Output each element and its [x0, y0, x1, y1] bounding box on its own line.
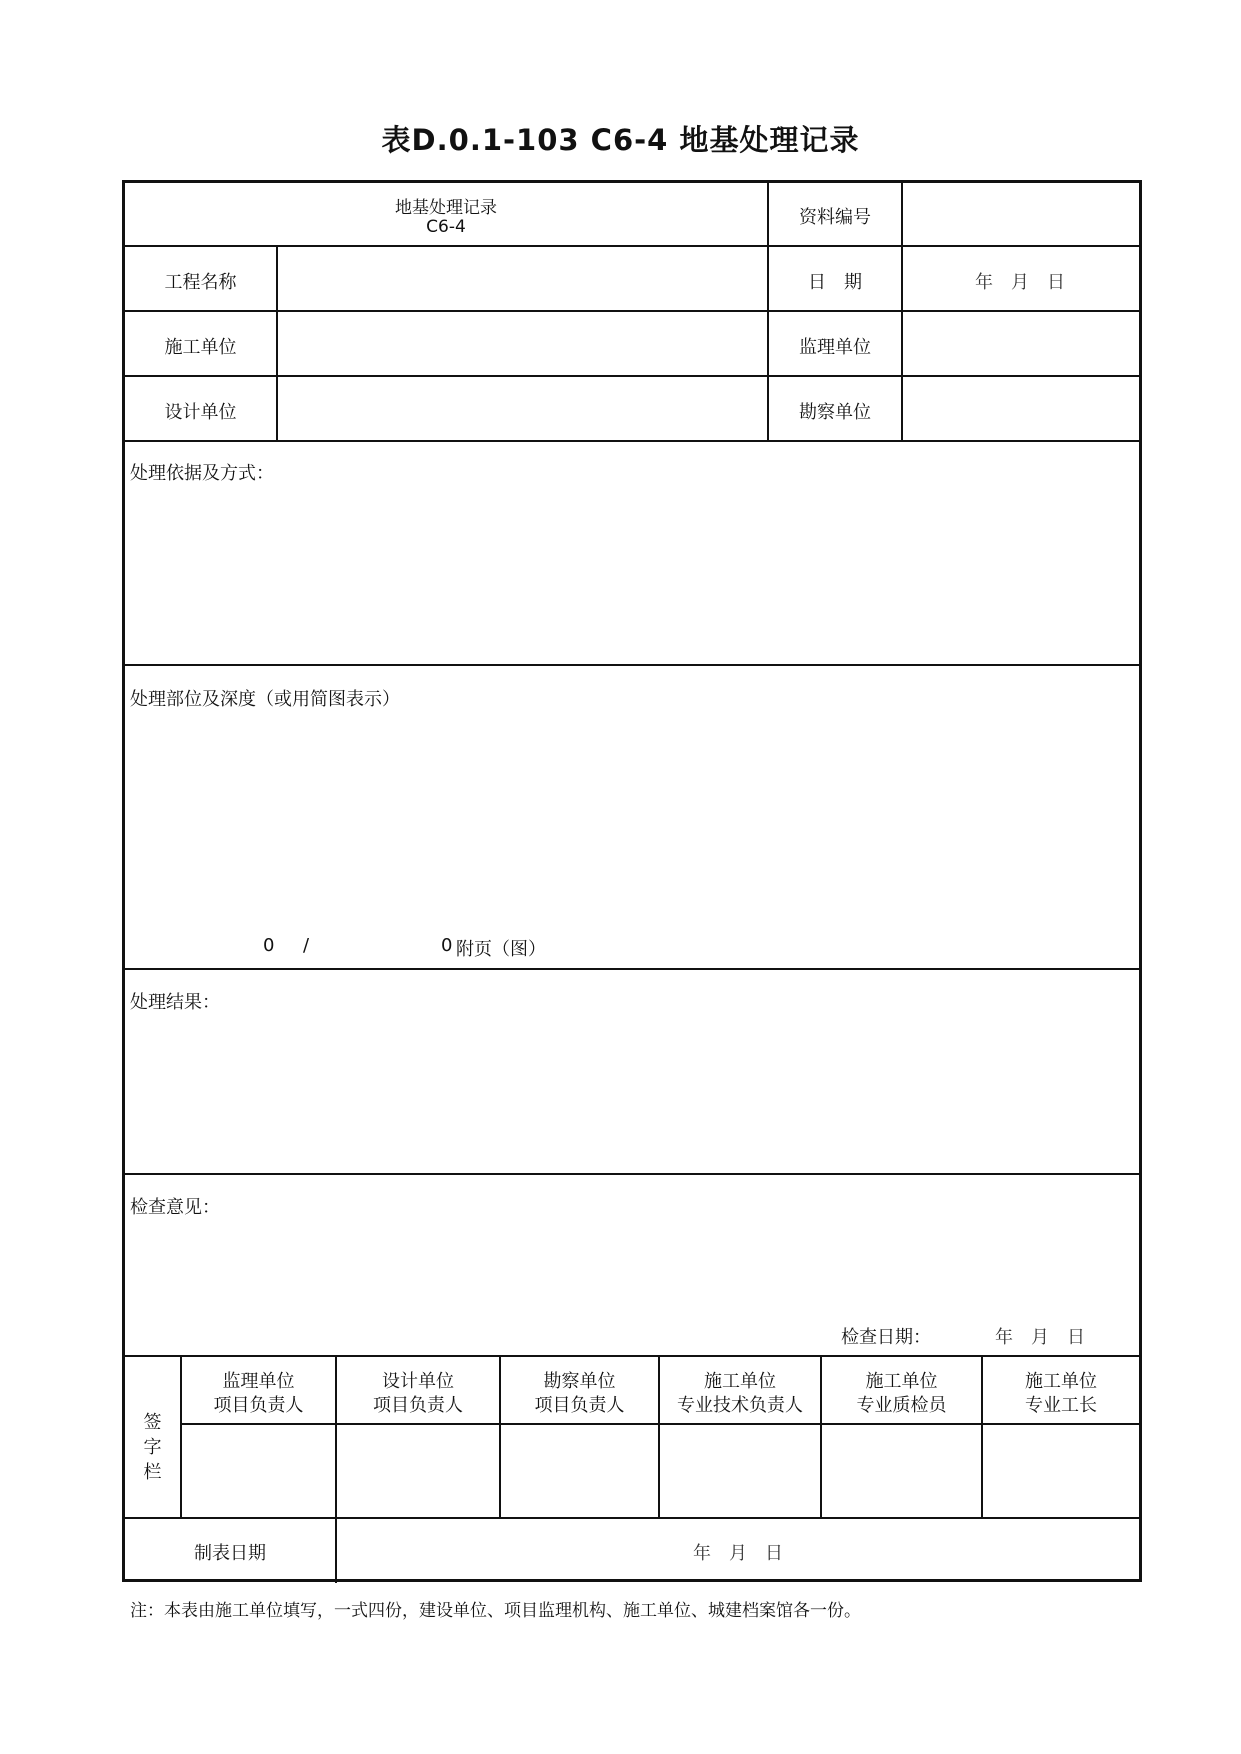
sig-supervisor-role: 项目负责人 — [213, 1395, 304, 1416]
sig-designer-org: 设计单位 — [382, 1371, 454, 1392]
sig-foreman-org: 施工单位 — [1025, 1371, 1097, 1392]
row-divider — [125, 1517, 1139, 1519]
basis-label: 处理依据及方式： — [130, 463, 274, 484]
basis-field[interactable] — [125, 483, 1139, 663]
location-field[interactable] — [125, 713, 1139, 933]
row-divider — [125, 1173, 1139, 1175]
sig-foreman-role: 专业工长 — [1025, 1395, 1097, 1416]
sig-supervisor-org: 监理单位 — [222, 1371, 295, 1392]
signature-side-label-2: 字 — [143, 1437, 162, 1458]
form-note: 注：本表由施工单位填写，一式四份，建设单位、项目监理机构、施工单位、城建档案馆各一份。 — [130, 1601, 861, 1621]
attachment-separator: / — [303, 935, 310, 956]
date-label: 日 期 — [808, 272, 862, 293]
sig-qc-cell[interactable] — [822, 1425, 981, 1517]
contractor-field[interactable] — [278, 312, 767, 375]
form-name: 地基处理记录 — [395, 198, 497, 218]
designer-label: 设计单位 — [164, 402, 237, 423]
attachment-count: 0 — [263, 935, 275, 956]
row-divider — [125, 1355, 1139, 1357]
sig-qc-org: 施工单位 — [865, 1371, 938, 1392]
page-title: 表D.0.1-103 C6-4 地基处理记录 — [381, 123, 860, 157]
form-table — [122, 180, 1142, 1582]
inspection-date-label: 检查日期： — [841, 1327, 931, 1348]
made-date-label: 制表日期 — [194, 1543, 266, 1564]
row-divider — [125, 968, 1139, 970]
result-label: 处理结果： — [130, 992, 220, 1013]
inspection-date-value[interactable]: 年 月 日 — [995, 1327, 1085, 1348]
signature-side-label-1: 签 — [143, 1412, 162, 1433]
location-label: 处理部位及深度（或用简图表示） — [130, 689, 400, 710]
contractor-label: 施工单位 — [164, 337, 237, 358]
inspection-field[interactable] — [125, 1219, 1139, 1319]
sig-supervisor-cell[interactable] — [182, 1425, 335, 1517]
surveyor-label: 勘察单位 — [799, 402, 871, 423]
sig-qc-role: 专业质检员 — [856, 1395, 947, 1416]
sig-tech-lead-role: 专业技术负责人 — [677, 1395, 803, 1416]
result-field[interactable] — [125, 1015, 1139, 1171]
inspection-label: 检查意见： — [130, 1197, 220, 1218]
date-value[interactable]: 年 月 日 — [975, 272, 1065, 293]
sig-foreman-cell[interactable] — [983, 1425, 1139, 1517]
designer-field[interactable] — [278, 377, 767, 440]
supervisor-field[interactable] — [903, 312, 1139, 375]
data-no-field[interactable] — [903, 183, 1139, 245]
attachment-label: 附页（图） — [456, 939, 546, 960]
project-name-label: 工程名称 — [164, 272, 237, 293]
sig-tech-lead-cell[interactable] — [660, 1425, 820, 1517]
sig-designer-role: 项目负责人 — [373, 1395, 463, 1416]
sig-surveyor-cell[interactable] — [501, 1425, 658, 1517]
form-code: C6-4 — [426, 217, 466, 237]
sig-surveyor-org: 勘察单位 — [543, 1371, 616, 1392]
sig-surveyor-role: 项目负责人 — [534, 1395, 625, 1416]
data-no-label: 资料编号 — [799, 207, 871, 228]
row-divider — [125, 664, 1139, 666]
sig-designer-cell[interactable] — [337, 1425, 499, 1517]
attachment-total: 0 — [441, 935, 453, 956]
surveyor-field[interactable] — [903, 377, 1139, 440]
signature-side-label-3: 栏 — [143, 1462, 162, 1483]
made-date-value[interactable]: 年 月 日 — [693, 1543, 783, 1564]
project-name-field[interactable] — [278, 247, 767, 310]
supervisor-label: 监理单位 — [799, 337, 871, 358]
sig-tech-lead-org: 施工单位 — [704, 1371, 776, 1392]
